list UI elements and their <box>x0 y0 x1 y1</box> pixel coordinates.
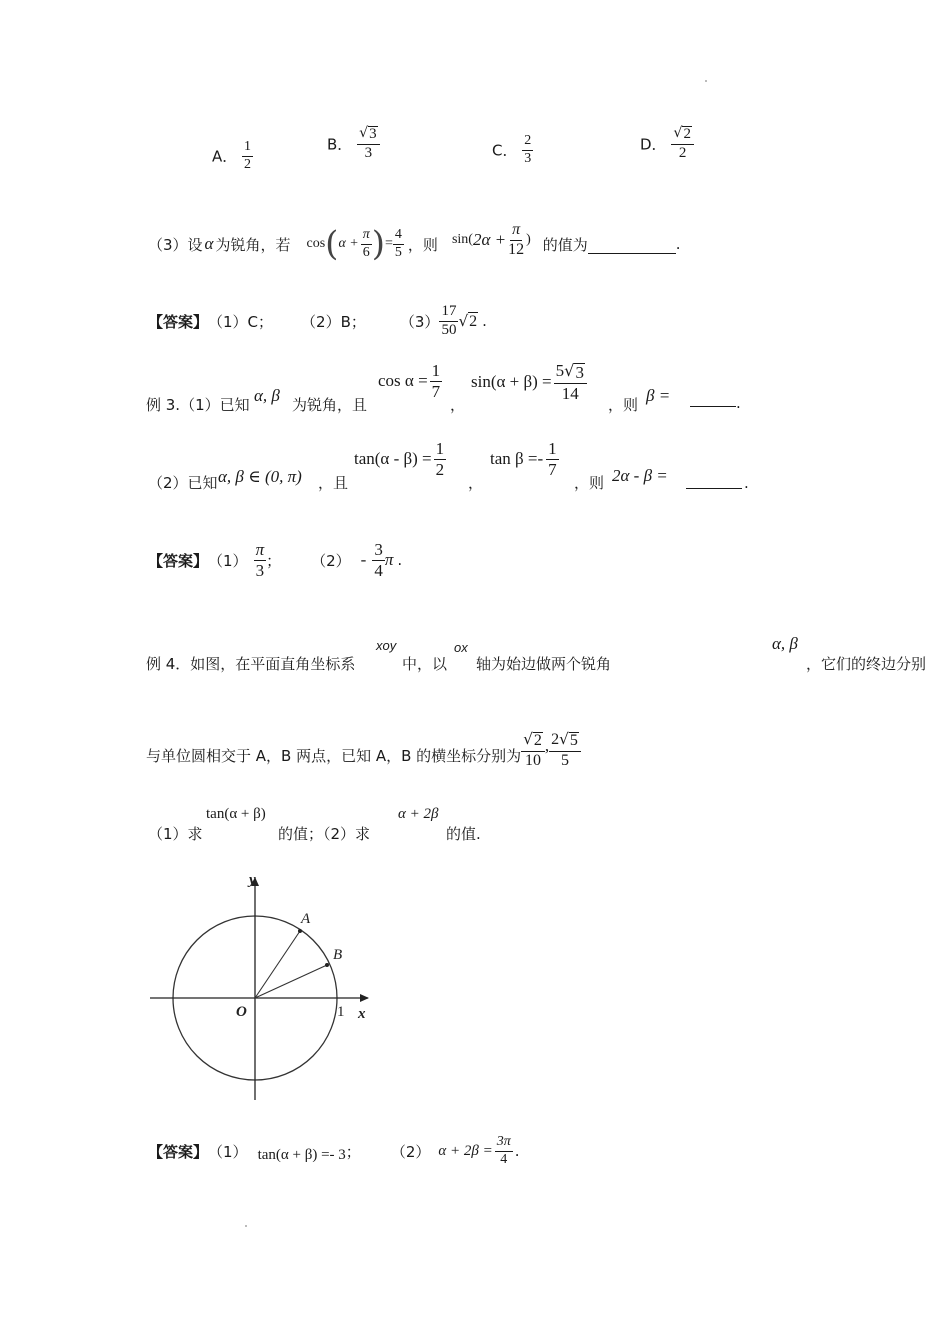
answer2-three-fourths <box>372 541 385 580</box>
q3-answer-blank[interactable] <box>588 235 676 254</box>
answer-2 <box>148 528 402 592</box>
ex3-p2-prefix: （2）已知 <box>148 474 218 492</box>
frac-den: 3 <box>364 144 373 161</box>
ex4-line1-c: 轴为始边做两个锐角 <box>476 655 612 673</box>
example-3-part1 <box>146 360 926 440</box>
ex4-line1-a: 例 4．如图，在平面直角坐标系 <box>146 655 356 673</box>
sqrt-radicand: 2 <box>469 312 478 330</box>
frac-num: 3π <box>495 1135 513 1152</box>
ex3-answer1-blank[interactable] <box>690 392 736 407</box>
q3-end: . <box>675 235 681 253</box>
answer-1 <box>148 296 487 346</box>
ex3-end: . <box>736 394 741 412</box>
answer-label: 【答案】 <box>148 551 209 570</box>
q3-pi-over-6 <box>361 228 372 260</box>
ex4-q-c: 的值. <box>446 825 481 843</box>
ex3-alpha-beta: α, β <box>254 386 280 405</box>
frac-den: 7 <box>548 459 557 479</box>
ex3-tan-beta-expr <box>490 440 559 479</box>
frac-den: 6 <box>362 244 370 260</box>
sqrt: √ 5 <box>559 730 578 750</box>
sqrt: √ 3 <box>359 125 377 142</box>
ex3-mid: 为锐角，且 <box>292 396 368 414</box>
frac-num: π <box>255 539 265 559</box>
answer-label: 【答案】 <box>148 1142 209 1161</box>
ex3-tan-amb: tan(α - β) = <box>354 449 432 469</box>
frac-den: 2 <box>678 144 687 161</box>
answer1-part2: （2）B； <box>301 312 366 331</box>
ex3-comma: ， <box>450 396 466 414</box>
ex3-p2-condition: α, β ∈ (0, π) <box>218 467 302 486</box>
answer2-semi: ； <box>266 551 282 570</box>
answer3-3pi-over-4 <box>495 1135 513 1167</box>
ex3-sin-expr <box>471 362 587 403</box>
q3-alpha: α <box>204 234 214 253</box>
ex3-prefix: 例 3.（1）已知 <box>146 396 250 414</box>
ex4-alpha-beta: α, β <box>772 634 798 653</box>
frac-den: 5 <box>560 752 569 770</box>
example-4-line1 <box>146 634 936 678</box>
q3-right-paren: ) <box>371 224 386 264</box>
ex3-answer2-blank[interactable] <box>686 474 742 489</box>
answer-label: 【答案】 <box>148 312 209 331</box>
ex4-alpha-2beta: α + 2β <box>398 806 439 822</box>
scan-dot <box>245 1225 247 1227</box>
frac-num <box>554 362 587 384</box>
ex4-2root5-over-5 <box>549 732 581 770</box>
point-a <box>298 929 302 933</box>
q3-close: ) <box>526 232 531 247</box>
q3-inner-alpha: α + <box>338 236 359 251</box>
coef: 2 <box>551 731 560 749</box>
ex3-sin-ab: sin(α + β) = <box>471 372 552 392</box>
frac-num <box>671 126 694 145</box>
question-3 <box>148 214 681 274</box>
frac-den: 3 <box>255 560 265 580</box>
point-b <box>325 963 329 967</box>
ex3-tan-beta: tan β =- <box>490 449 544 469</box>
choice-c-label: C． <box>492 141 518 160</box>
frac-den: 4 <box>500 1151 508 1167</box>
frac-num: 1 <box>435 439 445 458</box>
frac-num: 1 <box>242 140 253 157</box>
frac-den: 4 <box>374 560 383 580</box>
point-a-label: A <box>301 911 311 927</box>
ex3-p2-end: . <box>744 474 749 492</box>
answer3-part1: （1） <box>208 1142 248 1161</box>
answer2-pi-over-3 <box>254 541 267 580</box>
frac-num: 3 <box>374 539 383 559</box>
ex4-separator: , <box>544 736 550 755</box>
frac-den: 2 <box>244 156 252 172</box>
ex4-tan-ab: tan(α + β) <box>206 806 266 822</box>
answer1-sqrt: √ 2 <box>458 311 478 330</box>
q3-mid2: ，则 <box>407 235 438 254</box>
unit-circle-figure <box>140 868 390 1108</box>
ex3-5root3-over-14 <box>554 362 587 403</box>
answer3-end: . <box>514 1142 520 1160</box>
ex3-p2-then: ，则 <box>574 474 605 492</box>
ex4-xoy: xoy <box>376 638 397 653</box>
coef: 5 <box>555 361 565 380</box>
frac-num: 4 <box>393 228 404 245</box>
ex4-q-a: （1）求 <box>148 825 203 843</box>
sqrt: √ 2 <box>523 730 542 750</box>
answer1-fraction <box>439 304 458 339</box>
frac-den: 3 <box>524 150 532 166</box>
choice-b-label: B． <box>327 135 353 154</box>
ex3-seventh <box>546 440 559 479</box>
sqrt-radicand: 3 <box>575 363 584 382</box>
frac-num: 1 <box>431 361 441 380</box>
frac-num: π <box>361 228 372 245</box>
q3-cos: cos <box>306 236 326 251</box>
answer3-tan-expr: tan(α + β) =- 3 <box>257 1146 346 1163</box>
y-axis-label: y <box>249 872 256 888</box>
q3-two-alpha: 2α + <box>472 230 507 249</box>
frac-den: 14 <box>561 383 579 403</box>
frac-den: 12 <box>508 240 525 258</box>
frac-num <box>521 732 545 752</box>
frac-num <box>357 126 380 145</box>
frac-num: π <box>510 222 522 241</box>
answer1-part3: （3） <box>399 312 440 331</box>
sqrt: √ 2 <box>673 125 691 142</box>
frac-den: 50 <box>441 321 457 338</box>
choice-c <box>492 134 533 166</box>
answer1-end: . <box>482 312 487 330</box>
point-b-label: B <box>333 947 343 963</box>
ex3-cos-expr <box>378 362 442 401</box>
example-3-part2 <box>146 436 926 502</box>
answer2-end: . <box>397 551 403 569</box>
choice-d <box>640 126 694 162</box>
example-4-line2 <box>146 720 581 770</box>
choice-a <box>212 140 253 172</box>
answer2-part2: （2） <box>311 551 351 570</box>
q3-suffix: 的值为 <box>542 235 588 254</box>
frac-num: 2 <box>522 134 533 151</box>
q3-equals: = <box>385 236 393 251</box>
ex3-tan-amb-expr <box>354 440 446 479</box>
answer2-minus: - <box>360 550 367 569</box>
frac-den: 5 <box>394 244 402 260</box>
scan-dot <box>705 80 707 82</box>
frac-num <box>549 732 581 752</box>
answer2-pi: π <box>384 550 394 569</box>
sqrt-radicand: 2 <box>533 732 542 750</box>
choice-c-fraction <box>522 134 533 166</box>
ex3-two-alpha-minus-beta: 2α - β = <box>612 466 668 485</box>
frac-num: 1 <box>548 439 557 458</box>
ex3-cos-alpha: cos α = <box>378 371 428 391</box>
origin-label: O <box>236 1004 247 1020</box>
frac-den: 10 <box>525 752 542 770</box>
sqrt-radicand: 5 <box>569 732 578 750</box>
ex3-half <box>434 440 447 479</box>
q3-prefix: （3）设 <box>148 235 203 254</box>
q3-sin: sin( <box>451 232 473 247</box>
choice-d-fraction <box>671 126 694 162</box>
choice-d-label: D． <box>640 135 667 154</box>
choice-b <box>327 126 380 162</box>
ex3-p2-comma: ， <box>468 474 484 492</box>
answer1-part1: （1）C； <box>208 312 274 331</box>
answer3-alpha-2beta: α + 2β = <box>438 1142 493 1159</box>
ex4-ox: ox <box>454 640 468 655</box>
frac-den: 7 <box>431 381 441 401</box>
sqrt-radicand: 2 <box>683 126 691 142</box>
choice-a-fraction <box>242 140 253 172</box>
ex3-beta-eq: β = <box>646 386 671 405</box>
ex3-one-seventh <box>430 362 443 401</box>
frac-den: 2 <box>435 459 445 479</box>
q3-four-fifths <box>393 228 404 260</box>
ex4-root2-over-10 <box>521 732 545 770</box>
x-axis-label: x <box>358 1006 366 1022</box>
choice-b-fraction <box>357 126 380 162</box>
example-4-questions <box>146 804 666 844</box>
q3-sin-expr <box>452 222 531 259</box>
answer3-semi: ； <box>345 1142 361 1161</box>
q3-mid1: 为锐角，若 <box>215 235 291 254</box>
answer-3 <box>148 1128 520 1174</box>
q3-left-paren: ( <box>325 224 339 264</box>
ex4-line1-b: 中，以 <box>402 655 448 673</box>
ex4-line2-a: 与单位圆相交于 A，B 两点，已知 A，B 的横坐标分别为 <box>146 747 522 765</box>
sqrt-radicand: 3 <box>369 126 377 142</box>
answer2-part1: （1） <box>208 551 248 570</box>
one-label: 1 <box>337 1004 345 1020</box>
answer3-part2: （2） <box>390 1142 431 1161</box>
ex4-line1-d: ，它们的终边分别 <box>806 655 927 673</box>
ex4-q-b: 的值；（2）求 <box>278 825 371 843</box>
choice-a-label: A． <box>212 147 238 166</box>
sqrt: √ 3 <box>564 361 584 382</box>
ex3-then: ，则 <box>608 396 639 414</box>
frac-num: 17 <box>439 304 458 322</box>
ex3-p2-mid: ，且 <box>318 474 349 492</box>
q3-pi-over-12 <box>506 222 526 259</box>
